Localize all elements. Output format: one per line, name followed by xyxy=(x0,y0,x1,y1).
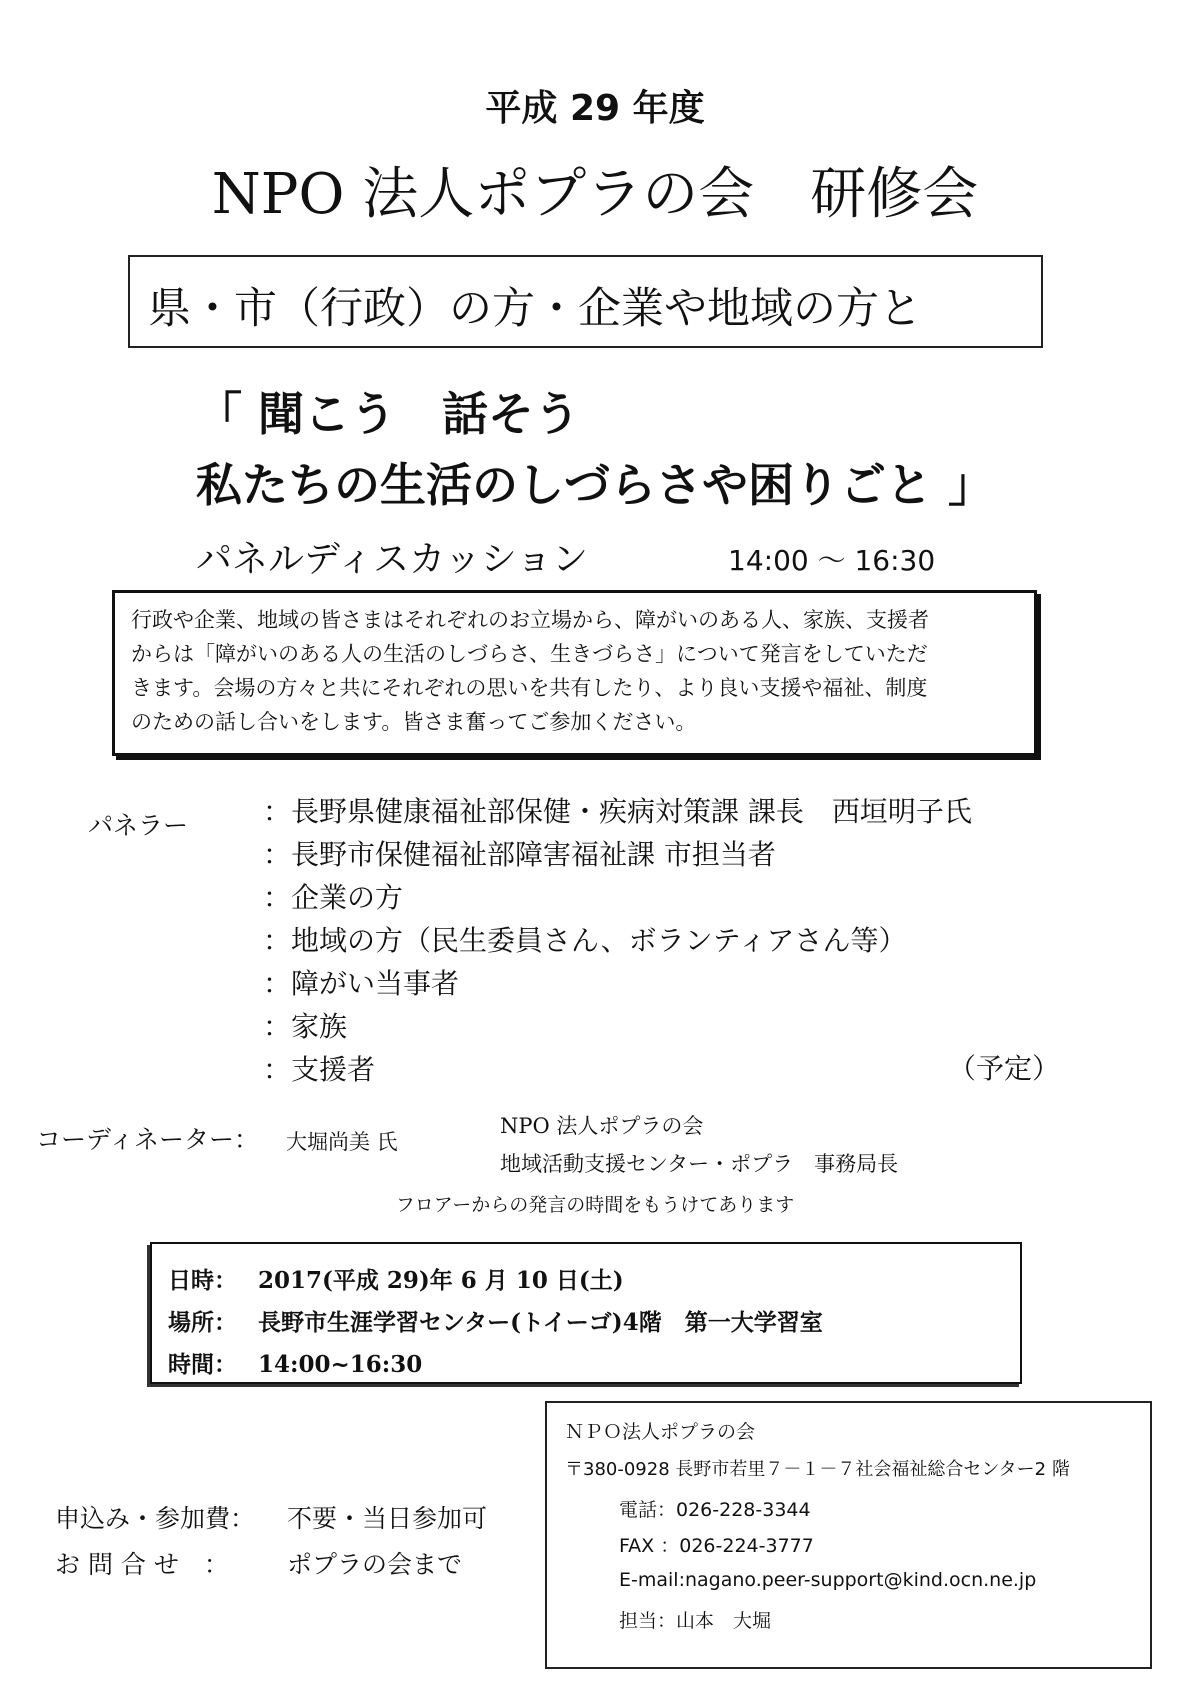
panelist-item: ：支援者 xyxy=(263,1053,376,1086)
panelist-item: ：長野県健康福祉部保健・疾病対策課 課長 西垣明子氏 xyxy=(263,795,972,828)
application-info xyxy=(55,1496,487,1588)
tentative-note: （予定） xyxy=(948,1052,1061,1085)
place-value: 長野市生涯学習センター(トイーゴ)4階 第一大学習室 xyxy=(258,1309,823,1336)
panelists-list xyxy=(263,790,972,1091)
panelist-item: ：長野市保健福祉部障害福祉課 市担当者 xyxy=(263,838,776,871)
contact-address: 〒380-0928 長野市若里７－１－７社会福祉総合センター2 階 xyxy=(565,1459,1070,1480)
coordinator-name: 大堀尚美 氏 xyxy=(286,1130,398,1154)
event-info-box xyxy=(150,1242,1022,1384)
coordinator-org-line: 地域活動支援センター・ポプラ 事務局長 xyxy=(500,1152,899,1176)
event-date-row xyxy=(168,1260,1020,1302)
place-label: 場所： xyxy=(168,1309,237,1336)
panel-time: 14:00 ～ 16:30 xyxy=(728,544,936,577)
panelist-item: ：企業の方 xyxy=(263,881,404,914)
time-label: 時間： xyxy=(168,1351,237,1378)
contact-box xyxy=(545,1401,1152,1669)
description-line: 行政や企業、地域の皆さまはそれぞれのお立場から、障がいのある人、家族、支援者 xyxy=(131,608,929,632)
panelist-item: ：地域の方（民生委員さん、ボランティアさん等） xyxy=(263,924,907,957)
event-time-row xyxy=(168,1344,1020,1386)
contact-email[interactable]: E-mail:nagano.peer-support@kind.ocn.ne.jp xyxy=(619,1569,1037,1591)
panel-discussion-label: パネルディスカッション xyxy=(196,539,589,580)
time-value: 14:00~16:30 xyxy=(258,1351,423,1378)
panelists-label: パネラー xyxy=(88,811,189,840)
description-line: のための話し合いをします。皆さま奮ってご参加ください。 xyxy=(131,710,697,734)
fee-label: 申込み・参加費： xyxy=(55,1504,256,1533)
inquiry-value: ポプラの会まで xyxy=(287,1550,463,1579)
contact-fax: FAX ：026-224-3777 xyxy=(619,1535,814,1557)
contact-person: 担当：山本 大堀 xyxy=(619,1610,772,1632)
contact-tel: 電話：026-228-3344 xyxy=(619,1499,811,1521)
coordinator-organization xyxy=(500,1107,898,1183)
year-heading: 平成 29 年度 xyxy=(485,88,705,129)
coordinator-org-line: NPO 法人ポプラの会 xyxy=(500,1114,704,1138)
description-line: きます。会場の方々と共にそれぞれの思いを共有したり、より良い支援や福祉、制度 xyxy=(131,676,928,700)
panelist-item: ：障がい当事者 xyxy=(263,967,460,1000)
floor-note: フロアーからの発言の時間をもうけてあります xyxy=(395,1194,795,1216)
description-box xyxy=(112,590,1037,756)
description-line: からは「障がいのある人の生活のしづらさ、生きづらさ」について発言をしていただ xyxy=(131,642,928,666)
contact-org: ＮＰＯ法人ポプラの会 xyxy=(565,1421,756,1443)
catch-line-1: 「 聞こう 話そう xyxy=(196,387,581,441)
fee-value: 不要・当日参加可 xyxy=(287,1504,488,1533)
date-value: 2017(平成 29)年 6 月 10 日(土) xyxy=(258,1267,624,1294)
inquiry-row xyxy=(55,1542,487,1588)
coordinator-label: コーディネーター： xyxy=(36,1125,260,1154)
page-title: NPO 法人ポプラの会 研修会 xyxy=(211,162,979,227)
subtitle-text: 県・市（行政）の方・企業や地域の方と xyxy=(148,284,922,334)
catch-line-2: 私たちの生活のしづらさや困りごと 」 xyxy=(196,458,995,512)
event-place-row xyxy=(168,1302,1020,1344)
date-label: 日時： xyxy=(168,1267,237,1294)
inquiry-label: お 問 合 せ ： xyxy=(55,1550,229,1579)
subtitle-box xyxy=(128,255,1043,348)
panelist-item: ：家族 xyxy=(263,1010,348,1043)
fee-row xyxy=(55,1496,487,1542)
